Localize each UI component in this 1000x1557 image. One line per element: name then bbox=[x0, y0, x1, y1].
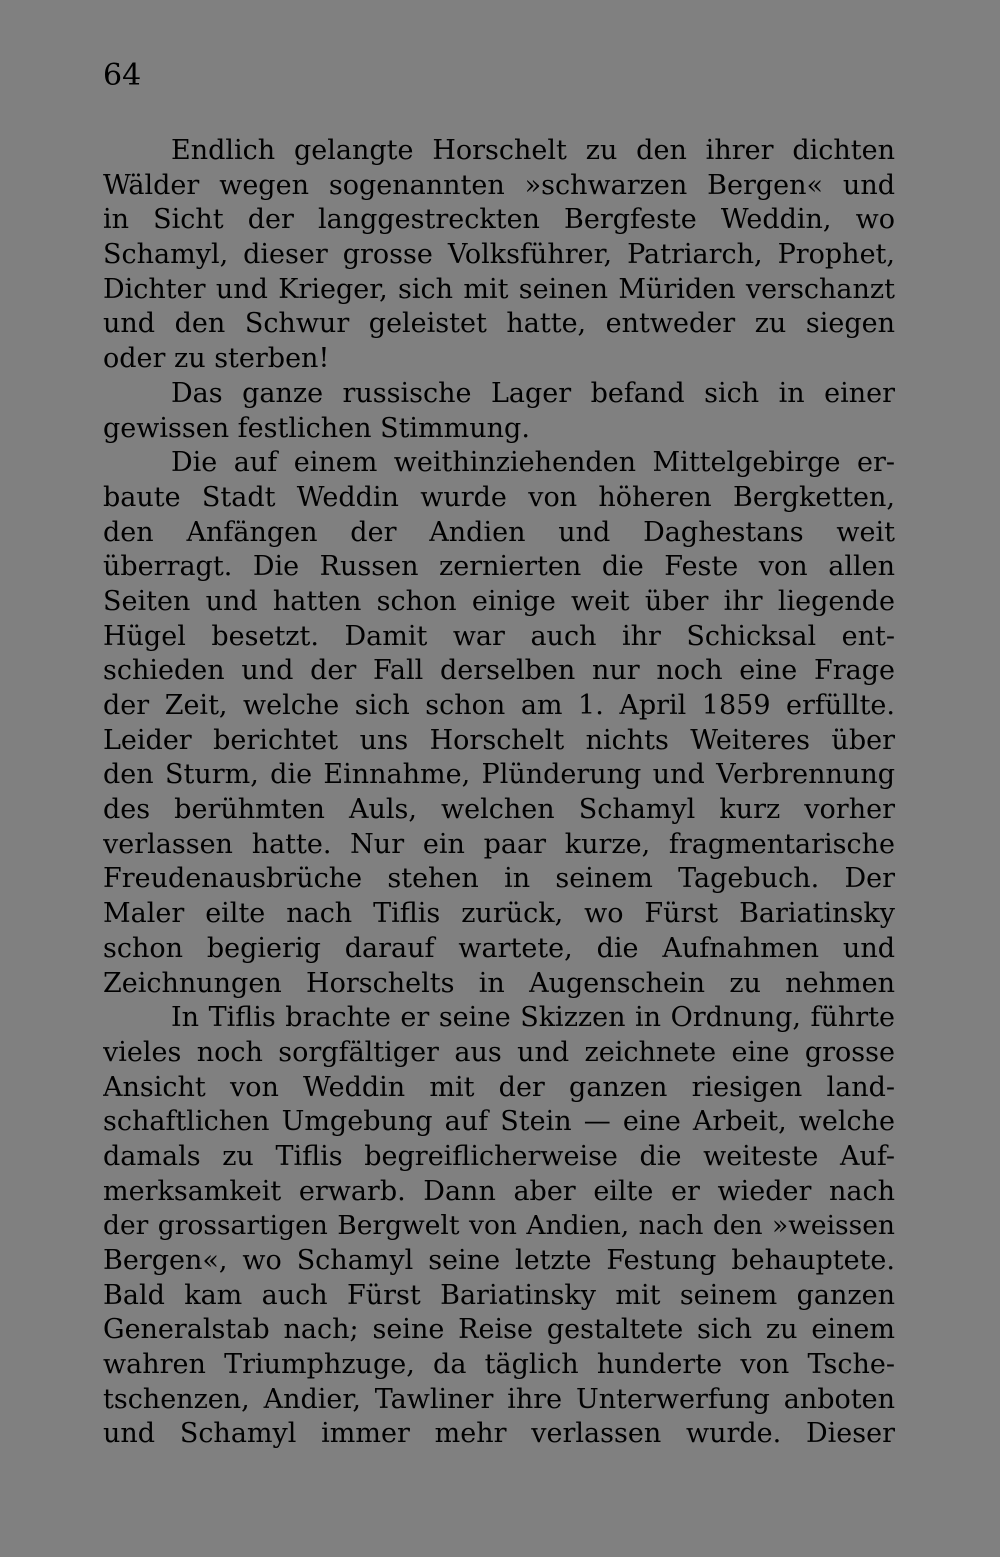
text-line: Wälder wegen sogenannten »schwarzen Bergen« und bbox=[103, 169, 895, 201]
text-line: oder zu sterben! bbox=[103, 343, 330, 375]
text-line: merksamkeit erwarb. Dann aber eilte er wieder nach bbox=[103, 1175, 895, 1207]
text-line: und den Schwur geleistet hatte, entweder zu siegen bbox=[103, 308, 895, 340]
text-line: Freudenausbrüche stehen in seinem Tagebuch. Der bbox=[103, 863, 895, 895]
text-line: Hügel besetzt. Damit war auch ihr Schicksal ent- bbox=[103, 620, 895, 652]
text-line: überragt. Die Russen zernierten die Feste von allen bbox=[103, 551, 895, 583]
text-line: den Anfängen der Andien und Daghestans weit bbox=[103, 516, 895, 548]
text-line: Ansicht von Weddin mit der ganzen riesigen land- bbox=[103, 1071, 895, 1103]
text-line: gewissen festlichen Stimmung. bbox=[103, 412, 530, 444]
text-line: Leider berichtet uns Horschelt nichts Weiteres über bbox=[103, 724, 895, 756]
text-line: schon begierig darauf wartete, die Aufnahmen und bbox=[103, 932, 895, 964]
text-line: Maler eilte nach Tiflis zurück, wo Fürst Bariatinsky bbox=[103, 898, 895, 930]
text-line: Generalstab nach; seine Reise gestaltete sich zu einem bbox=[103, 1314, 895, 1346]
body-text bbox=[103, 134, 895, 1452]
text-line: Dichter und Krieger, sich mit seinen Müriden verschanzt bbox=[103, 273, 895, 305]
text-line: Das ganze russische Lager befand sich in einer bbox=[171, 377, 895, 409]
text-line: des berühmten Auls, welchen Schamyl kurz vorher bbox=[103, 794, 895, 826]
text-line: Die auf einem weithinziehenden Mittelgebirge er- bbox=[171, 447, 895, 479]
text-line: tschenzen, Andier, Tawliner ihre Unterwerfung anboten bbox=[103, 1383, 895, 1415]
text-line: vieles noch sorgfältiger aus und zeichnete eine grosse bbox=[103, 1036, 895, 1068]
text-line: der grossartigen Bergwelt von Andien, nach den »weissen bbox=[103, 1210, 895, 1242]
text-line: damals zu Tiflis begreiflicherweise die weiteste Auf- bbox=[103, 1140, 895, 1172]
text-line: und Schamyl immer mehr verlassen wurde. Dieser bbox=[103, 1418, 895, 1450]
text-line: wahren Triumphzuge, da täglich hunderte von Tsche- bbox=[103, 1349, 895, 1381]
page-number: 64 bbox=[103, 58, 142, 93]
text-line: Bergen«, wo Schamyl seine letzte Festung behauptete. bbox=[103, 1245, 895, 1276]
text-line: Endlich gelangte Horschelt zu den ihrer dichten bbox=[171, 135, 895, 166]
text-line: Schamyl, dieser grosse Volksführer, Patriarch, Prophet, bbox=[103, 239, 895, 271]
text-line: Zeichnungen Horschelts in Augenschein zu nehmen bbox=[103, 967, 895, 999]
text-line: In Tiflis brachte er seine Skizzen in Ordnung, führte bbox=[171, 1002, 895, 1034]
text-line: schieden und der Fall derselben nur noch eine Frage bbox=[103, 655, 895, 687]
text-line: baute Stadt Weddin wurde von höheren Bergketten, bbox=[103, 481, 895, 513]
text-line: in Sicht der langgestreckten Bergfeste Weddin, wo bbox=[103, 204, 895, 236]
text-line: der Zeit, welche sich schon am 1. April 1859 erfüllte. bbox=[103, 690, 895, 721]
text-line: verlassen hatte. Nur ein paar kurze, fragmentarische bbox=[103, 828, 895, 860]
text-line: den Sturm, die Einnahme, Plünderung und Verbrennung bbox=[103, 759, 895, 791]
text-line: Bald kam auch Fürst Bariatinsky mit seinem ganzen bbox=[103, 1279, 895, 1311]
text-line: schaftlichen Umgebung auf Stein — eine Arbeit, welche bbox=[103, 1106, 895, 1138]
text-line: Seiten und hatten schon einige weit über ihr liegende bbox=[103, 585, 895, 617]
